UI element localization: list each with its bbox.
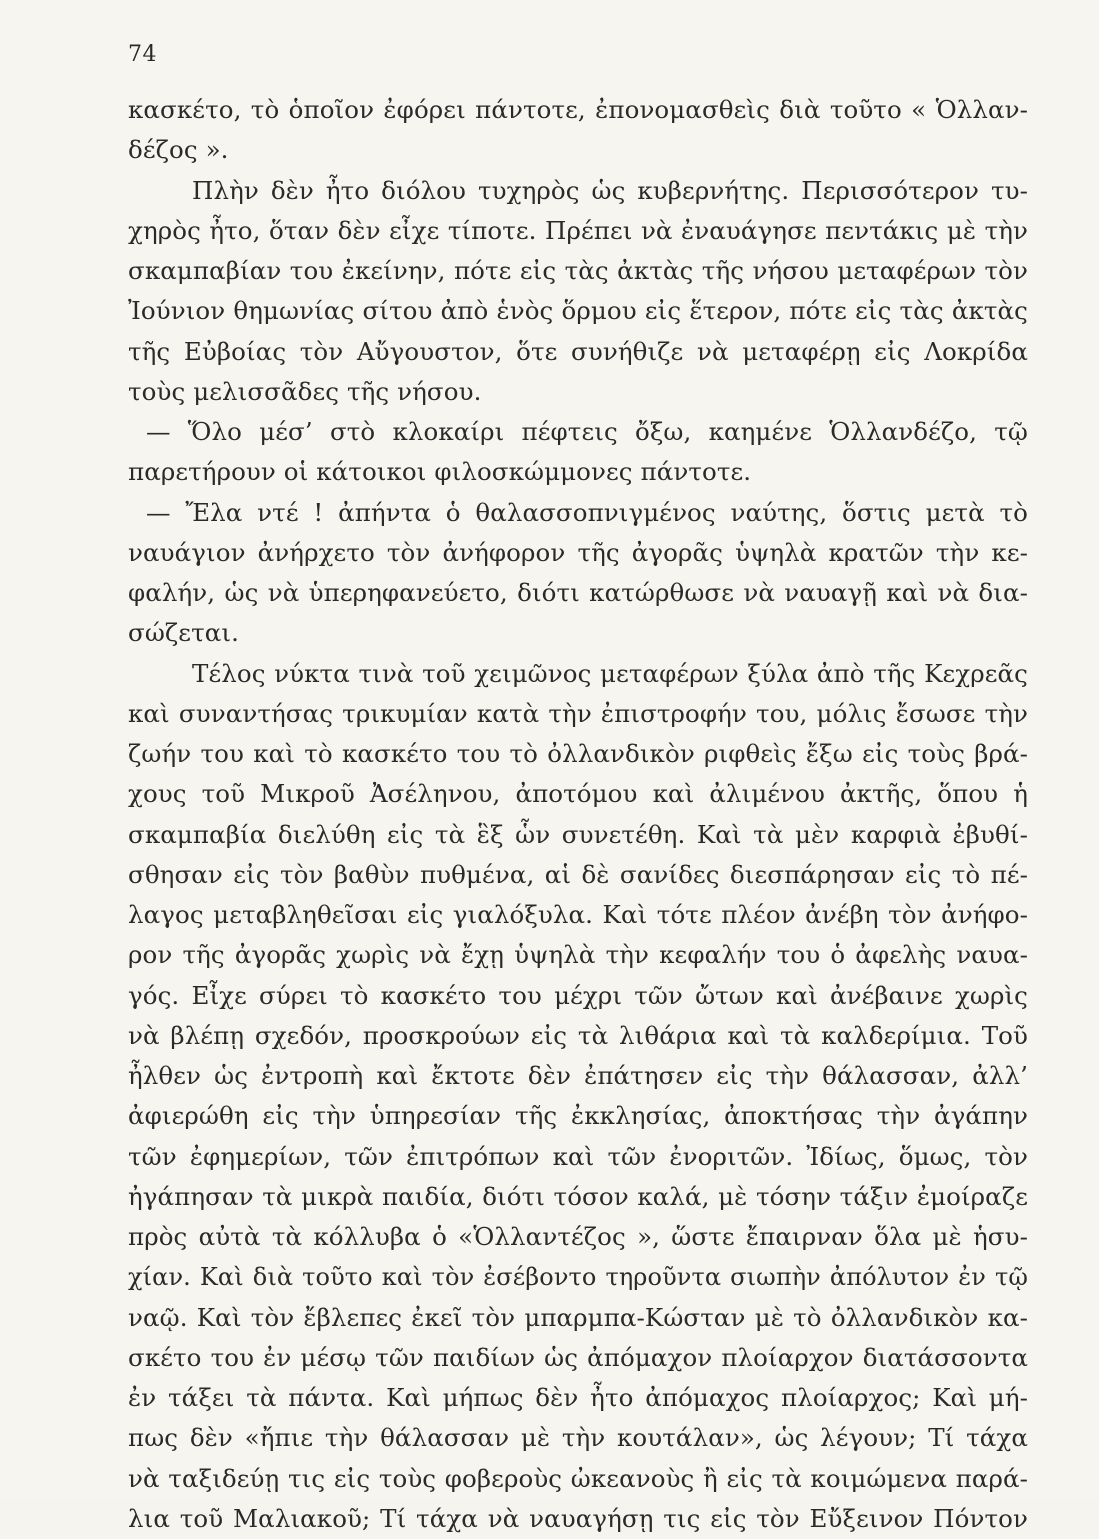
text-line: σκαμπαβίαν του ἐκείνην, πότε εἰς τὰς ἀκτὰς τῆς νήσου μεταφέρων τὸν bbox=[128, 256, 1028, 285]
text-line: ἀφιερώθη εἰς τὴν ὑπηρεσίαν τῆς ἐκκλησίας, ἀποκτήσας τὴν ἀγάπην bbox=[128, 1101, 1028, 1131]
text-line: χηρὸς ἦτο, ὅταν δὲν εἶχε τίποτε. Πρέπει νὰ ἐναυάγησε πεντάκις μὲ τὴν bbox=[128, 215, 1028, 245]
text-line: σκέτο του ἐν μέσῳ τῶν παιδίων ὡς ἀπόμαχον πλοίαρχον διατάσσοντα bbox=[128, 1342, 1028, 1372]
text-line: χίαν. Καὶ διὰ τοῦτο καὶ τὸν ἐσέβοντο τηροῦντα σιωπὴν ἀπόλυτον ἐν τῷ bbox=[128, 1263, 1028, 1292]
text-line: Πλὴν δὲν ἦτο διόλου τυχηρὸς ὡς κυβερνήτης. Περισσότερον τυ- bbox=[192, 175, 1028, 205]
text-line: παρετήρουν οἱ κάτοικοι φιλοσκώμμονες πάντοτε. bbox=[128, 457, 752, 487]
text-line: ζωήν του καὶ τὸ κασκέτο του τὸ ὀλλανδικὸν ριφθεὶς ἔξω εἰς τοὺς βρά- bbox=[128, 739, 1028, 768]
text-line: Τέλος νύκτα τινὰ τοῦ χειμῶνος μεταφέρων ξύλα ἀπὸ τῆς Κεχρεᾶς bbox=[192, 658, 1028, 688]
text-line: σθησαν εἰς τὸν βαθὺν πυθμένα, αἱ δὲ σανίδες διεσπάρησαν εἰς τὸ πέ- bbox=[128, 859, 1028, 889]
text-line: ναῷ. Καὶ τὸν ἔβλεπες ἐκεῖ τὸν μπαρμπα-Κώσταν μὲ τὸ ὀλλανδικὸν κα- bbox=[128, 1302, 1028, 1332]
text-line: σκαμπαβία διελύθη εἰς τὰ ἓξ ὧν συνετέθη. Καὶ τὰ μὲν καρφιὰ ἐβυθί- bbox=[128, 819, 1028, 849]
text-line: Ἰούνιον θημωνίας σίτου ἀπὸ ἑνὸς ὅρμου εἰς ἕτερον, πότε εἰς τὰς ἀκτὰς bbox=[128, 296, 1028, 326]
text-line: ἐν τάξει τὰ πάντα. Καὶ μήπως δὲν ἦτο ἀπόμαχος πλοίαρχος; Καὶ μή- bbox=[128, 1383, 1028, 1412]
page-number: 74 bbox=[128, 42, 157, 67]
text-line: ἦλθεν ὡς ἐντροπὴ καὶ ἔκτοτε δὲν ἐπάτησεν εἰς τὴν θάλασσαν, ἀλλ’ bbox=[128, 1061, 1028, 1090]
text-line: πρὸς αὐτὰ τὰ κόλλυβα ὁ «Ὁλλαντέζος », ὥστε ἔπαιρναν ὅλα μὲ ἡσυ- bbox=[128, 1222, 1028, 1251]
text-line: ναυάγιον ἀνήρχετο τὸν ἀνήφορον τῆς ἀγορᾶς ὑψηλὰ κρατῶν τὴν κε- bbox=[128, 537, 1028, 567]
text-line: λια τοῦ Μαλιακοῦ; Τί τάχα νὰ ναυαγήσῃ τις εἰς τὸν Εὔξεινον Πόντον bbox=[128, 1503, 1028, 1533]
text-line: τῆς Εὐβοίας τὸν Αὔγουστον, ὅτε συνήθιζε νὰ μεταφέρῃ εἰς Λοκρίδα bbox=[128, 336, 1028, 366]
text-line: σώζεται. bbox=[128, 618, 239, 648]
text-line: κασκέτο, τὸ ὁποῖον ἐφόρει πάντοτε, ἐπονομασθεὶς διὰ τοῦτο « Ὁλλαν- bbox=[128, 95, 1028, 124]
text-line: ρον τῆς ἀγορᾶς χωρὶς νὰ ἔχῃ ὑψηλὰ τὴν κεφαλήν του ὁ ἀφελὴς ναυα- bbox=[128, 940, 1028, 970]
text-line: — Ἔλα ντέ ! ἀπήντα ὁ θαλασσοπνιγμένος ναύτης, ὅστις μετὰ τὸ bbox=[146, 497, 1028, 527]
text-line: τοὺς μελισσᾶδες τῆς νήσου. bbox=[128, 376, 482, 406]
text-line: πως δὲν «ἤπιε τὴν θάλασσαν μὲ τὴν κουτάλαν», ὡς λέγουν; Τί τάχα bbox=[128, 1423, 1028, 1453]
text-line: — Ὅλο μέσ’ στὸ κλοκαίρι πέφτεις ὄξω, καημένε Ὁλλανδέζο, τῷ bbox=[146, 417, 1028, 446]
text-line: φαλήν, ὡς νὰ ὑπερηφανεύετο, διότι κατώρθωσε νὰ ναυαγῇ καὶ νὰ δια- bbox=[128, 578, 1028, 607]
text-line: δέζος ». bbox=[128, 135, 229, 165]
text-line: λαγος μεταβληθεῖσαι εἰς γιαλόξυλα. Καὶ τότε πλέον ἀνέβη τὸν ἀνήφο- bbox=[128, 900, 1028, 929]
text-line: νὰ ταξιδεύῃ τις εἰς τοὺς φοβεροὺς ὠκεανοὺς ἢ εἰς τὰ κοιμώμενα παρά- bbox=[128, 1463, 1028, 1493]
text-line: ἠγάπησαν τὰ μικρὰ παιδία, διότι τόσον καλά, μὲ τόσην τάξιν ἐμοίραζε bbox=[128, 1181, 1028, 1211]
text-line: νὰ βλέπῃ σχεδόν, προσκρούων εἰς τὰ λιθάρια καὶ τὰ καλδερίμια. Τοῦ bbox=[128, 1020, 1028, 1050]
text-line: χους τοῦ Μικροῦ Ἀσέληνου, ἀποτόμου καὶ ἀλιμένου ἀκτῆς, ὅπου ἡ bbox=[128, 779, 1028, 809]
text-line: γός. Εἶχε σύρει τὸ κασκέτο του μέχρι τῶν ὤτων καὶ ἀνέβαινε χωρὶς bbox=[128, 980, 1028, 1010]
body-text bbox=[128, 90, 1028, 1539]
text-line: τῶν ἐφημερίων, τῶν ἐπιτρόπων καὶ τῶν ἐνοριτῶν. Ἰδίως, ὅμως, τὸν bbox=[128, 1141, 1028, 1171]
text-line: καὶ συναντήσας τρικυμίαν κατὰ τὴν ἐπιστροφήν του, μόλις ἔσωσε τὴν bbox=[128, 698, 1028, 728]
